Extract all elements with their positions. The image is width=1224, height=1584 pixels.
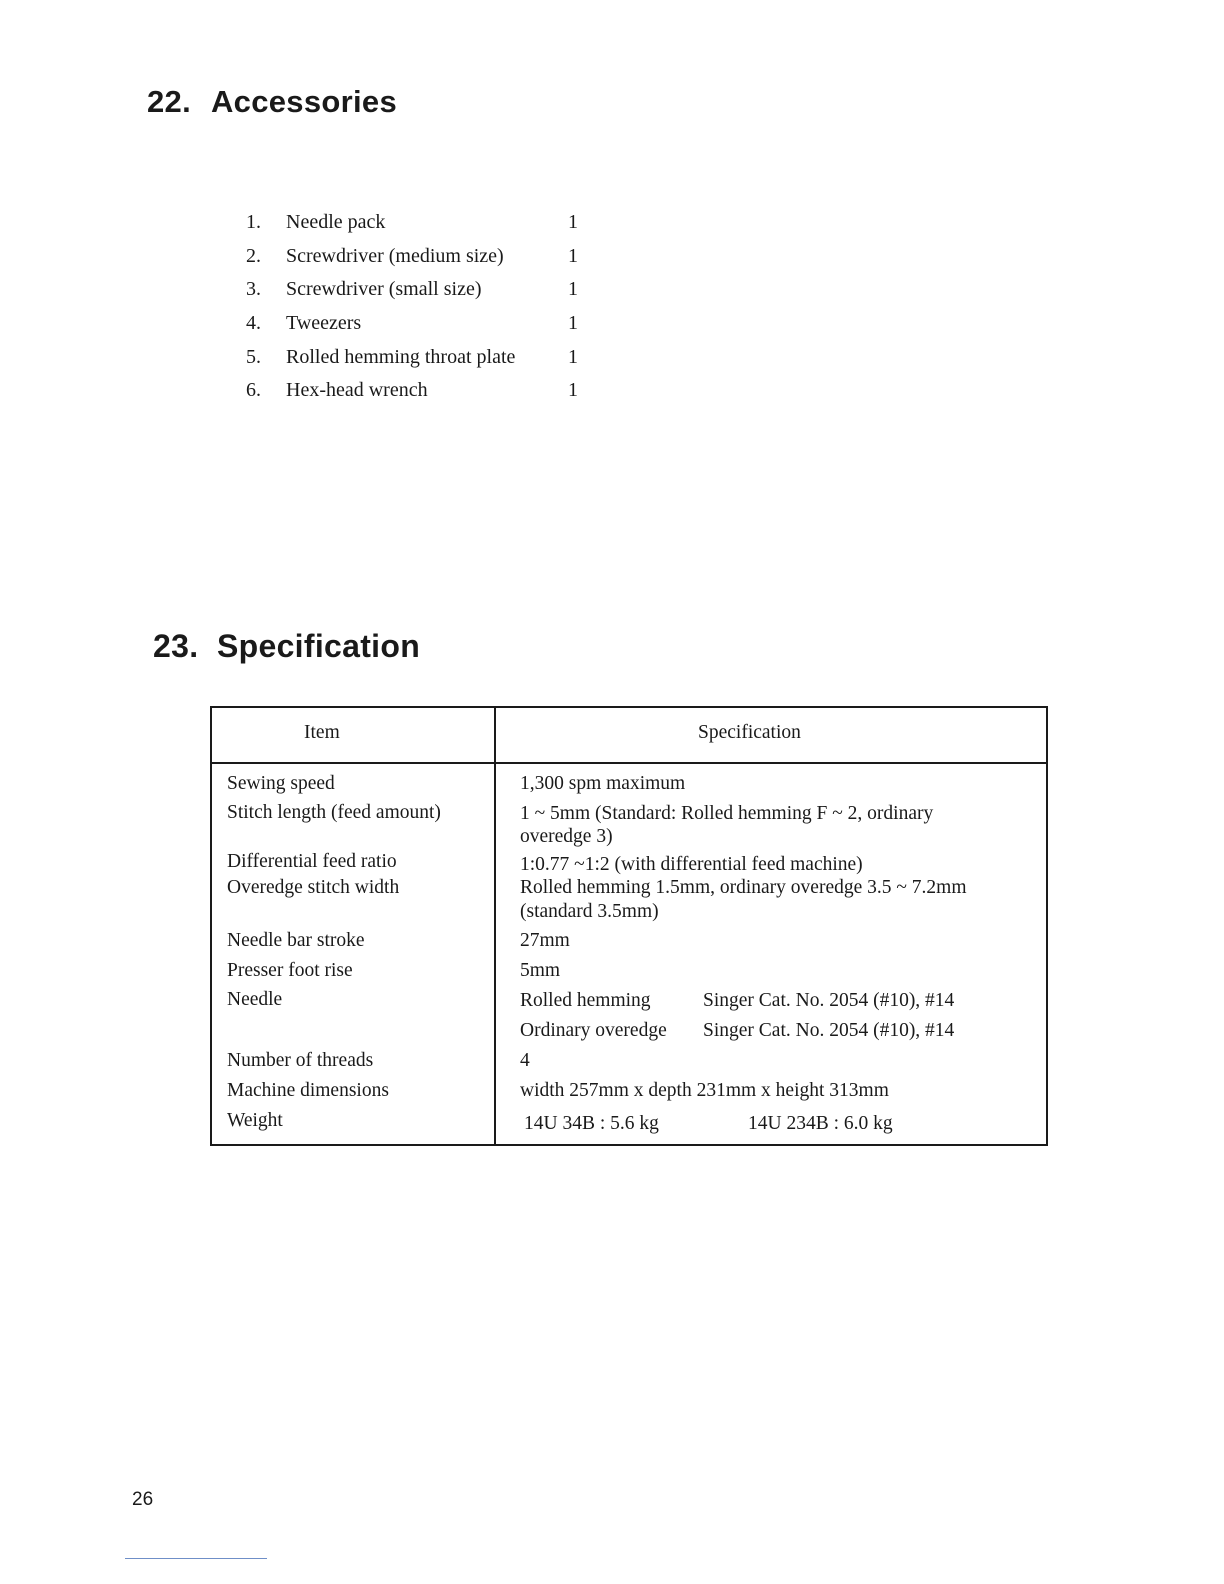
item-label: Needle pack xyxy=(286,211,386,234)
footer-rule xyxy=(125,1558,267,1559)
item-label-presser-foot-rise: Presser foot rise xyxy=(227,960,353,981)
item-quantity: 1 xyxy=(568,278,578,301)
item-quantity: 1 xyxy=(568,244,578,267)
section-title: Accessories xyxy=(211,84,397,119)
spec-label-ordinary-overedge: Ordinary overedge xyxy=(520,1020,667,1041)
spec-value-presser-foot-rise: 5mm xyxy=(520,960,561,981)
spec-value-weight-14u34b: 14U 34B : 5.6 kg xyxy=(524,1113,659,1134)
list-item xyxy=(246,273,588,307)
section-number: 23. xyxy=(153,628,199,664)
list-item xyxy=(246,206,588,240)
spec-value-rolled-hemming-needle: Singer Cat. No. 2054 (#10), #14 xyxy=(703,990,955,1011)
item-label-stitch-length: Stitch length (feed amount) xyxy=(227,802,441,823)
item-quantity: 1 xyxy=(568,379,578,402)
spec-value-stitch-length-line1: 1 ~ 5mm (Standard: Rolled hemming F ~ 2, ordinary xyxy=(520,803,934,824)
spec-value-sewing-speed: 1,300 spm maximum xyxy=(520,773,686,794)
specification-table xyxy=(210,706,1048,1146)
spec-value-differential-feed: 1:0.77 ~1:2 (with differential feed machine) xyxy=(520,854,863,875)
item-label-number-of-threads: Number of threads xyxy=(227,1050,374,1071)
spec-value-overedge-width-line2: (standard 3.5mm) xyxy=(520,901,659,922)
item-number: 2. xyxy=(246,244,261,267)
item-label: Screwdriver (small size) xyxy=(286,278,482,301)
section-heading-specification xyxy=(153,628,420,665)
item-label-needle: Needle xyxy=(227,989,283,1010)
item-label: Rolled hemming throat plate xyxy=(286,345,516,368)
list-item xyxy=(246,307,588,341)
list-item xyxy=(246,340,588,374)
item-label-weight: Weight xyxy=(227,1110,283,1131)
item-number: 6. xyxy=(246,379,261,402)
spec-value-stitch-length-line2: overedge 3) xyxy=(520,826,613,847)
spec-value-machine-dimensions: width 257mm x depth 231mm x height 313mm xyxy=(520,1080,889,1101)
column-header-item: Item xyxy=(304,722,340,743)
section-title: Specification xyxy=(217,628,421,664)
list-item xyxy=(246,374,588,408)
item-label-sewing-speed: Sewing speed xyxy=(227,773,335,794)
column-divider xyxy=(494,708,496,1144)
item-label-overedge-width: Overedge stitch width xyxy=(227,877,400,898)
spec-label-rolled-hemming: Rolled hemming xyxy=(520,990,651,1011)
column-header-specification: Specification xyxy=(698,722,801,743)
section-heading-accessories xyxy=(147,84,397,120)
item-number: 5. xyxy=(246,345,261,368)
section-number: 22. xyxy=(147,84,191,119)
spec-value-needle-bar-stroke: 27mm xyxy=(520,930,570,951)
spec-value-number-of-threads: 4 xyxy=(520,1050,530,1071)
item-label: Tweezers xyxy=(286,312,362,335)
item-quantity: 1 xyxy=(568,211,578,234)
item-label-machine-dimensions: Machine dimensions xyxy=(227,1080,389,1101)
item-label: Screwdriver (medium size) xyxy=(286,244,504,267)
item-number: 1. xyxy=(246,211,261,234)
accessories-list xyxy=(246,206,588,408)
spec-value-overedge-width-line1: Rolled hemming 1.5mm, ordinary overedge 3.5 ~ 7.2mm xyxy=(520,877,967,898)
item-label: Hex-head wrench xyxy=(286,379,428,402)
item-label-needle-bar-stroke: Needle bar stroke xyxy=(227,930,365,951)
item-quantity: 1 xyxy=(568,345,578,368)
header-divider xyxy=(212,762,1046,764)
item-number: 3. xyxy=(246,278,261,301)
spec-value-weight-14u234b: 14U 234B : 6.0 kg xyxy=(748,1113,893,1134)
spec-value-ordinary-overedge-needle: Singer Cat. No. 2054 (#10), #14 xyxy=(703,1020,955,1041)
item-quantity: 1 xyxy=(568,312,578,335)
list-item xyxy=(246,240,588,274)
item-label-differential-feed: Differential feed ratio xyxy=(227,851,397,872)
page-number: 26 xyxy=(132,1489,154,1510)
item-number: 4. xyxy=(246,312,261,335)
